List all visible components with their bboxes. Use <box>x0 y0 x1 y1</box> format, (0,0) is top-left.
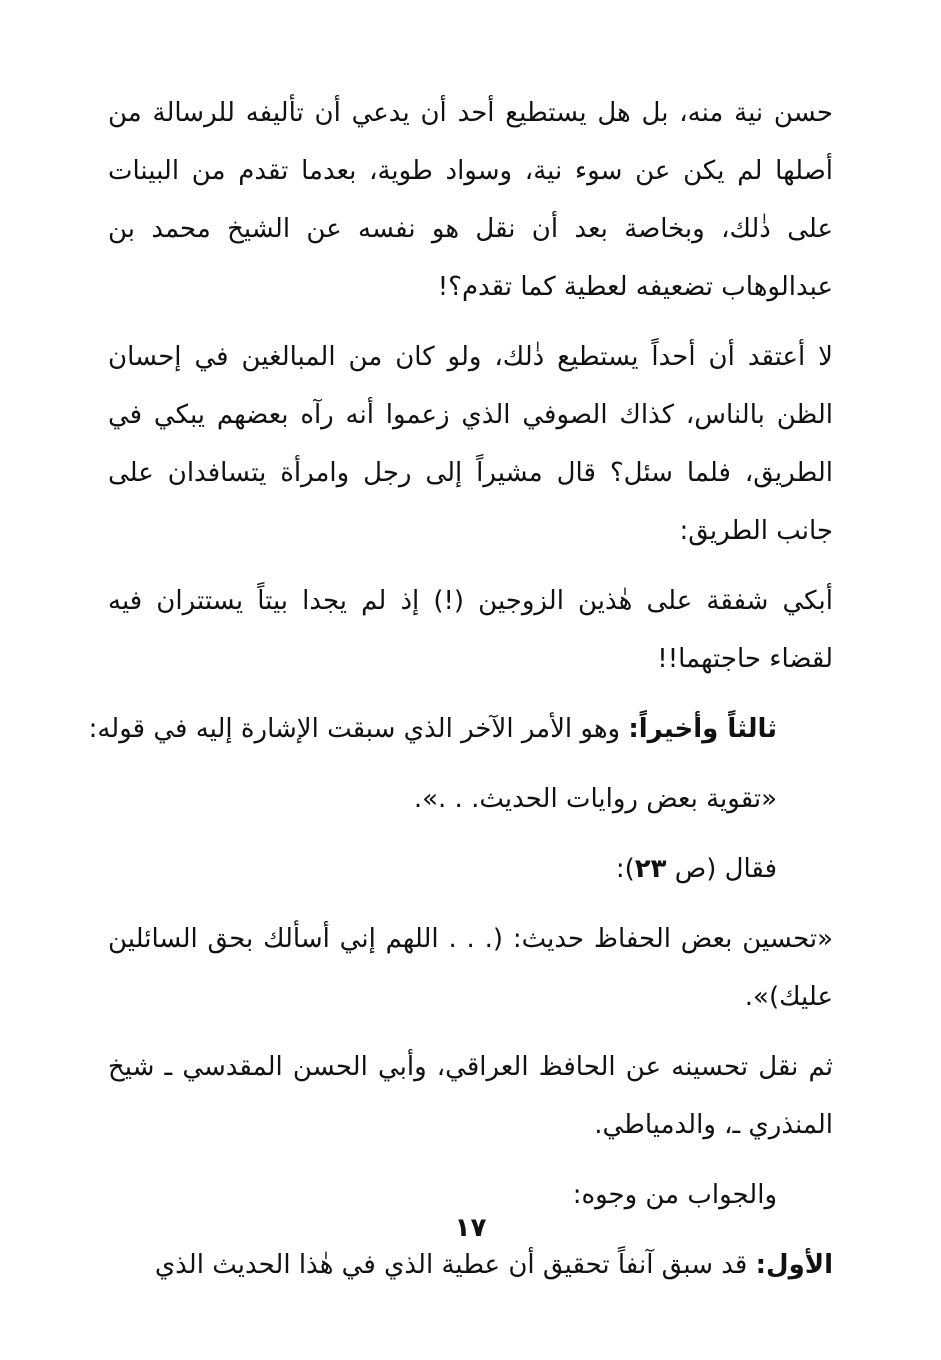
paragraph: لا أعتقد أن أحداً يستطيع ذٰلك، ولو كان من المبالغين في إحسان الظن بالناس، كذاك الصوفي الذي زعموا أنه رآه بعضهم يبكي في الطريق، فلما سئل؟ قال مشيراً إلى رجل وامرأة يتسافدان على جانب الطريق: <box>108 342 833 546</box>
quote-line: «تقوية بعض روايات الحديث. . .». <box>413 784 777 814</box>
faqal-text: فقال (ص <box>666 854 777 884</box>
page-number: ١٧ <box>454 1213 487 1243</box>
faqal-end: ): <box>615 854 635 884</box>
first-point-text: قد سبق آنفاً تحقيق أن عطية الذي في هٰذا الحديث الذي <box>154 1250 756 1280</box>
paragraph: حسن نية منه، بل هل يستطيع أحد أن يدعي أن تأليفه للرسالة من أصلها لم يكن عن سوء نية، وسواد طوية، بعدما تقدم من البينات على ذٰلك، وبخاصة بعد أن نقل هو نفسه عن الشيخ محمد بن عبدالوهاب تضعيفه لعطية كما تقدم؟! <box>108 98 833 302</box>
quote-paragraph: «تحسين بعض الحفاظ حديث: (. . . اللهم إني أسألك بحق السائلين عليك)». <box>108 924 833 1012</box>
faqal-line <box>108 840 833 898</box>
third-point-text: وهو الأمر الآخر الذي سبقت الإشارة إليه في قوله: <box>88 714 629 744</box>
paragraph: ثم نقل تحسينه عن الحافظ العراقي، وأبي الحسن المقدسي ـ شيخ المنذري ـ، والدمياطي. <box>108 1052 833 1140</box>
page-reference-number: ٢٣ <box>634 854 667 884</box>
page-text <box>88 84 833 1306</box>
third-point-paragraph <box>88 700 833 758</box>
answer-intro: والجواب من وجوه: <box>572 1180 777 1210</box>
first-point-paragraph <box>108 1236 833 1294</box>
paragraph: أبكي شفقة على هٰذين الزوجين (!) إذ لم يجدا بيتاً يستتران فيه لقضاء حاجتهما!! <box>108 586 833 674</box>
third-point-heading: ثالثاً وأخيراً: <box>628 714 777 744</box>
first-point-heading: الأول: <box>755 1250 833 1280</box>
